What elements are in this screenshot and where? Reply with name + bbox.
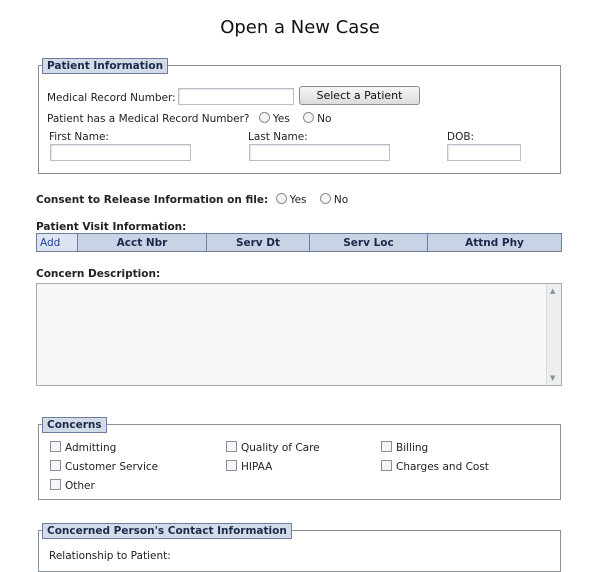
dob-label: DOB: bbox=[447, 131, 475, 143]
first-name-input[interactable] bbox=[50, 144, 191, 161]
consent-no-label: No bbox=[333, 194, 349, 206]
textarea-scrollbar[interactable] bbox=[546, 284, 561, 385]
concern-billing[interactable] bbox=[381, 441, 428, 454]
checkbox-icon[interactable] bbox=[50, 479, 61, 490]
has-mrn-no-label: No bbox=[317, 113, 332, 125]
radio-icon[interactable] bbox=[303, 112, 314, 123]
concern-charges-and-cost[interactable] bbox=[381, 460, 489, 473]
concern-quality-of-care-label: Quality of Care bbox=[241, 442, 320, 454]
concern-admitting[interactable] bbox=[50, 441, 116, 454]
checkbox-icon[interactable] bbox=[381, 441, 392, 452]
concern-quality-of-care[interactable] bbox=[226, 441, 320, 454]
column-header[interactable]: Attnd Phy bbox=[428, 234, 562, 252]
mrn-label: Medical Record Number: bbox=[47, 92, 176, 104]
concern-other-label: Other bbox=[65, 480, 95, 492]
add-visit-link[interactable]: Add bbox=[37, 234, 78, 252]
consent-yes-option[interactable] bbox=[276, 194, 307, 206]
concern-customer-service[interactable] bbox=[50, 460, 158, 473]
checkbox-icon[interactable] bbox=[50, 460, 61, 471]
dob-input[interactable] bbox=[447, 144, 521, 161]
consent-yes-label: Yes bbox=[289, 194, 307, 206]
concern-other[interactable] bbox=[50, 479, 95, 492]
consent-row bbox=[36, 193, 348, 206]
contact-information-section bbox=[38, 525, 561, 572]
has-mrn-yes-option[interactable] bbox=[259, 113, 290, 125]
checkbox-icon[interactable] bbox=[50, 441, 61, 452]
scroll-down-icon[interactable]: ▼ bbox=[550, 374, 556, 382]
concerns-section bbox=[38, 419, 561, 500]
patient-information-legend: Patient Information bbox=[42, 58, 168, 74]
radio-icon[interactable] bbox=[320, 193, 331, 204]
radio-icon[interactable] bbox=[276, 193, 287, 204]
column-header[interactable]: Serv Loc bbox=[310, 234, 428, 252]
page-title: Open a New Case bbox=[220, 17, 380, 38]
concern-billing-label: Billing bbox=[396, 442, 429, 454]
concern-customer-service-label: Customer Service bbox=[65, 461, 159, 473]
concern-description-textarea[interactable] bbox=[36, 283, 562, 386]
select-patient-button[interactable]: Select a Patient bbox=[299, 86, 420, 105]
checkbox-icon[interactable] bbox=[226, 441, 237, 452]
first-name-label: First Name: bbox=[49, 131, 109, 143]
checkbox-icon[interactable] bbox=[226, 460, 237, 471]
concern-hipaa[interactable] bbox=[226, 460, 272, 473]
consent-no-option[interactable] bbox=[320, 194, 348, 206]
scroll-up-icon[interactable]: ▲ bbox=[550, 287, 556, 295]
concern-charges-and-cost-label: Charges and Cost bbox=[396, 461, 489, 473]
concern-description-label: Concern Description: bbox=[36, 268, 161, 280]
mrn-input[interactable] bbox=[178, 88, 294, 105]
column-header[interactable]: Acct Nbr bbox=[78, 234, 207, 252]
last-name-label: Last Name: bbox=[248, 131, 308, 143]
has-mrn-label: Patient has a Medical Record Number? bbox=[47, 113, 250, 125]
visit-table-header bbox=[37, 234, 562, 252]
contact-information-legend: Concerned Person's Contact Information bbox=[42, 523, 292, 539]
relationship-label: Relationship to Patient: bbox=[49, 550, 171, 562]
checkbox-icon[interactable] bbox=[381, 460, 392, 471]
visit-info-heading: Patient Visit Information: bbox=[36, 221, 187, 233]
radio-icon[interactable] bbox=[259, 112, 270, 123]
consent-label: Consent to Release Information on file: bbox=[36, 194, 269, 206]
visit-table bbox=[36, 233, 562, 252]
has-mrn-question bbox=[47, 112, 331, 125]
concern-hipaa-label: HIPAA bbox=[241, 461, 273, 473]
last-name-input[interactable] bbox=[249, 144, 390, 161]
concerns-legend: Concerns bbox=[42, 417, 107, 433]
concern-admitting-label: Admitting bbox=[65, 442, 117, 454]
patient-information-section bbox=[38, 60, 561, 174]
has-mrn-no-option[interactable] bbox=[303, 113, 331, 125]
has-mrn-yes-label: Yes bbox=[272, 113, 290, 125]
column-header[interactable]: Serv Dt bbox=[207, 234, 310, 252]
